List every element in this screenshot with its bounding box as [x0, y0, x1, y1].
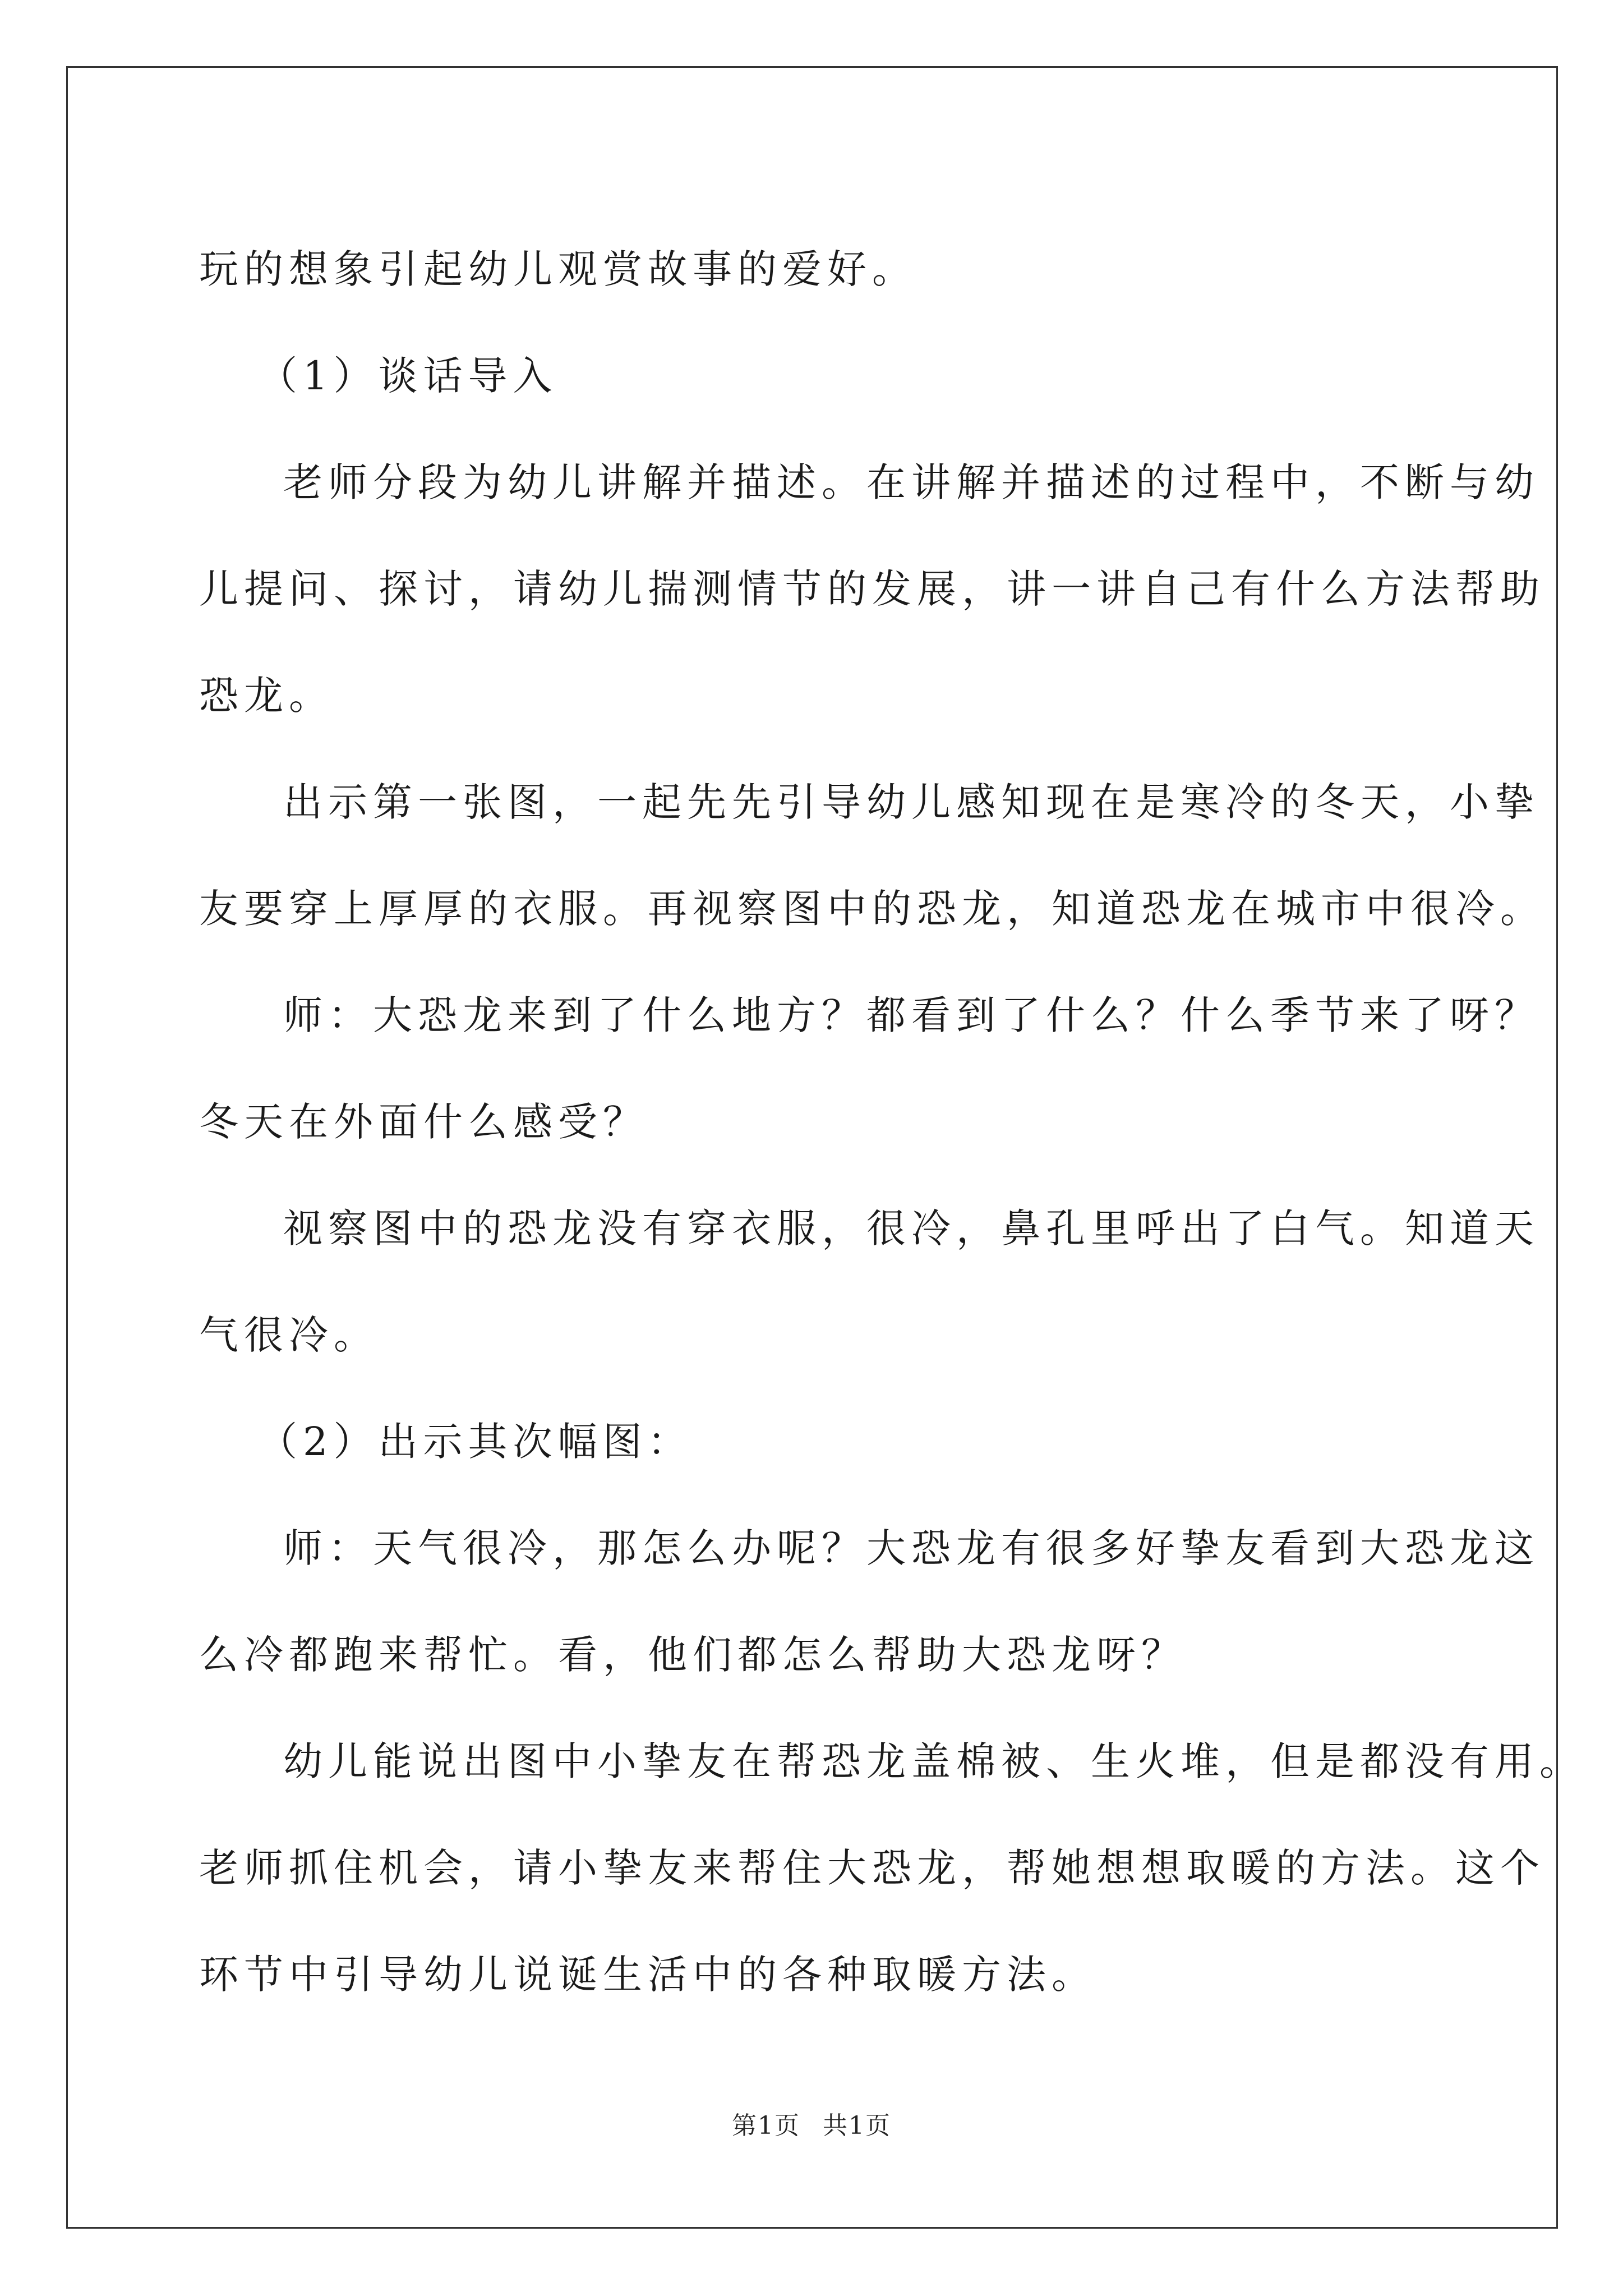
text-line: 友要穿上厚厚的衣服。再视察图中的恐龙，知道恐龙在城市中很冷。 — [199, 886, 1545, 932]
text-line: 老师抓住机会，请小挚友来帮住大恐龙，帮她想想取暖的方法。这个 — [199, 1845, 1545, 1891]
text-line: 幼儿能说出图中小挚友在帮恐龙盖棉被、生火堆，但是都没有用。 — [283, 1738, 1584, 1784]
text-line: 恐龙。 — [199, 673, 334, 719]
text-line: 师：天气很冷，那怎么办呢？大恐龙有很多好挚友看到大恐龙这 — [283, 1525, 1539, 1571]
page-footer — [0, 2109, 1623, 2143]
document-body — [199, 216, 1584, 2028]
text-line: 出示第一张图，一起先先引导幼儿感知现在是寒冷的冬天，小挚 — [283, 779, 1539, 825]
text-line: 玩的想象引起幼儿观赏故事的爱好。 — [199, 246, 917, 292]
text-line: 老师分段为幼儿讲解并描述。在讲解并描述的过程中，不断与幼 — [283, 459, 1539, 505]
text-line: 冬天在外面什么感受？ — [199, 1099, 648, 1145]
text-line: 师：大恐龙来到了什么地方？都看到了什么？什么季节来了呀？ — [283, 992, 1539, 1038]
text-line: 环节中引导幼儿说诞生活中的各种取暖方法。 — [199, 1952, 1096, 1998]
page-total: 共1页 — [823, 2111, 891, 2140]
text-line: 么冷都跑来帮忙。看，他们都怎么帮助大恐龙呀？ — [199, 1632, 1186, 1678]
text-line: 气很冷。 — [199, 1312, 379, 1358]
page-number: 第1页 — [732, 2111, 800, 2140]
text-line: 视察图中的恐龙没有穿衣服，很冷，鼻孔里呼出了白气。知道天 — [283, 1205, 1539, 1251]
text-line: 儿提问、探讨，请幼儿揣测情节的发展，讲一讲自己有什么方法帮助 — [199, 566, 1545, 612]
section-heading: （1）谈话导入 — [258, 353, 558, 399]
section-heading: （2）出示其次幅图： — [258, 1419, 693, 1465]
